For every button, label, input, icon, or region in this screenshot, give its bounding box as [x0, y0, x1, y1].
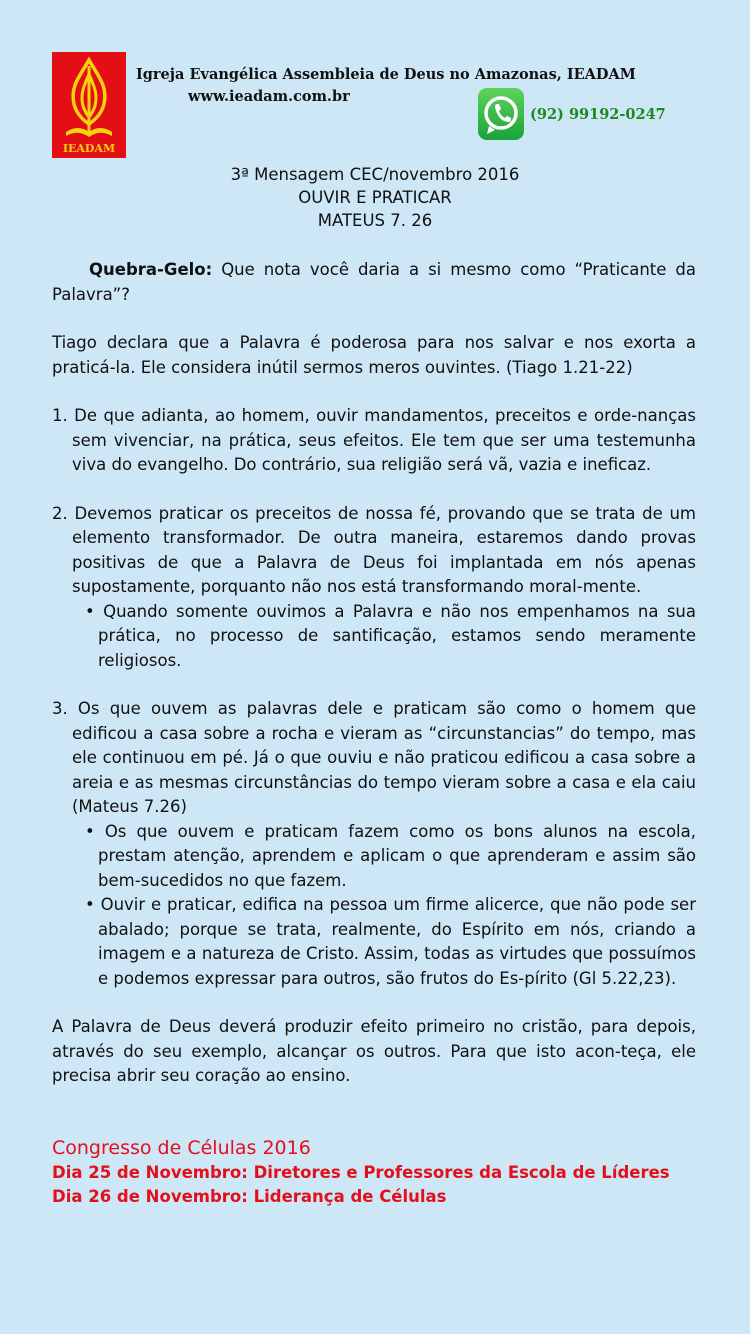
point-3-bullet-1: • Os que ouvem e praticam fazem como os bons alunos na escola, prestam atenção, aprendem e aplicam o que aprenderam e assim são bem-sucedidos no que fazem.	[85, 821, 696, 890]
message-title	[0, 163, 750, 232]
point-2: 2. Devemos praticar os preceitos de nossa fé, provando que se trata de um elemento transformador. De outra maneira, estaremos dando provas positivas de que a Palavra de Deus foi implantada em nós apenas supostamente, porquanto não nos está transformando moral-mente.	[52, 503, 696, 596]
ieadam-logo	[52, 52, 126, 158]
point-3: 3. Os que ouvem as palavras dele e praticam são como o homem que edificou a casa sobre a rocha e vieram as “circunstancias” do tempo, mas ele continuou em pé. Já o que ouviu e não praticou edificou a casa sobre a areia e as mesmas circunstâncias do tempo vieram sobre a casa e ela caiu (Mateus 7.26)	[52, 699, 696, 816]
title-line-3: MATEUS 7. 26	[317, 211, 433, 230]
title-line-1: 3ª Mensagem CEC/novembro 2016	[230, 165, 520, 184]
congress-title: Congresso de Células 2016	[52, 1136, 311, 1159]
point-2-bullet-1: • Quando somente ouvimos a Palavra e não nos empenhamos na sua prática, no processo de santificação, estamos sendo meramente religiosos.	[85, 601, 696, 670]
icebreaker-label: Quebra-Gelo:	[89, 260, 213, 279]
flame-bible-icon	[52, 52, 126, 142]
message-body	[52, 258, 696, 1210]
congress-day-2: Dia 26 de Novembro: Liderança de Células	[52, 1187, 447, 1206]
point-1: 1. De que adianta, ao homem, ouvir mandamentos, preceitos e orde-nanças sem vivenciar, na prática, seus efeitos. Ele tem que ser uma testemunha viva do evangelho. Do contrário, sua religião será vã, vazia e ineficaz.	[52, 406, 696, 474]
intro-paragraph: Tiago declara que a Palavra é poderosa para nos salvar e nos exorta a praticá-la. Ele considera inútil sermos meros ouvintes. (Tiago 1.21-22)	[52, 333, 696, 377]
icebreaker-text: Que nota você daria a si mesmo como “Praticante da Palavra”?	[52, 260, 696, 304]
congress-day-1: Dia 25 de Novembro: Diretores e Professores da Escola de Líderes	[52, 1162, 670, 1182]
title-line-2: OUVIR E PRATICAR	[298, 188, 452, 207]
whatsapp-icon[interactable]	[478, 88, 524, 140]
church-name: Igreja Evangélica Assembleia de Deus no Amazonas, IEADAM	[136, 66, 636, 83]
point-3-bullet-2: • Ouvir e praticar, edifica na pessoa um firme alicerce, que não pode ser abalado; porque se trata, realmente, do Espírito em nós, criando a imagem e a natureza de Cristo. Assim, todas as virtudes que possuímos e podemos expressar para outros, são frutos do Es-pírito (Gl 5.22,23).	[85, 895, 696, 988]
logo-label: IEADAM	[62, 142, 116, 155]
icebreaker	[52, 258, 696, 307]
conclusion-paragraph: A Palavra de Deus deverá produzir efeito primeiro no cristão, para depois, através do seu exemplo, alcançar os outros. Para que isto acon-teça, ele precisa abrir seu coração ao ensino.	[52, 1017, 696, 1085]
website-link[interactable]: www.ieadam.com.br	[188, 88, 350, 105]
phone-number[interactable]: (92) 99192-0247	[530, 106, 666, 123]
